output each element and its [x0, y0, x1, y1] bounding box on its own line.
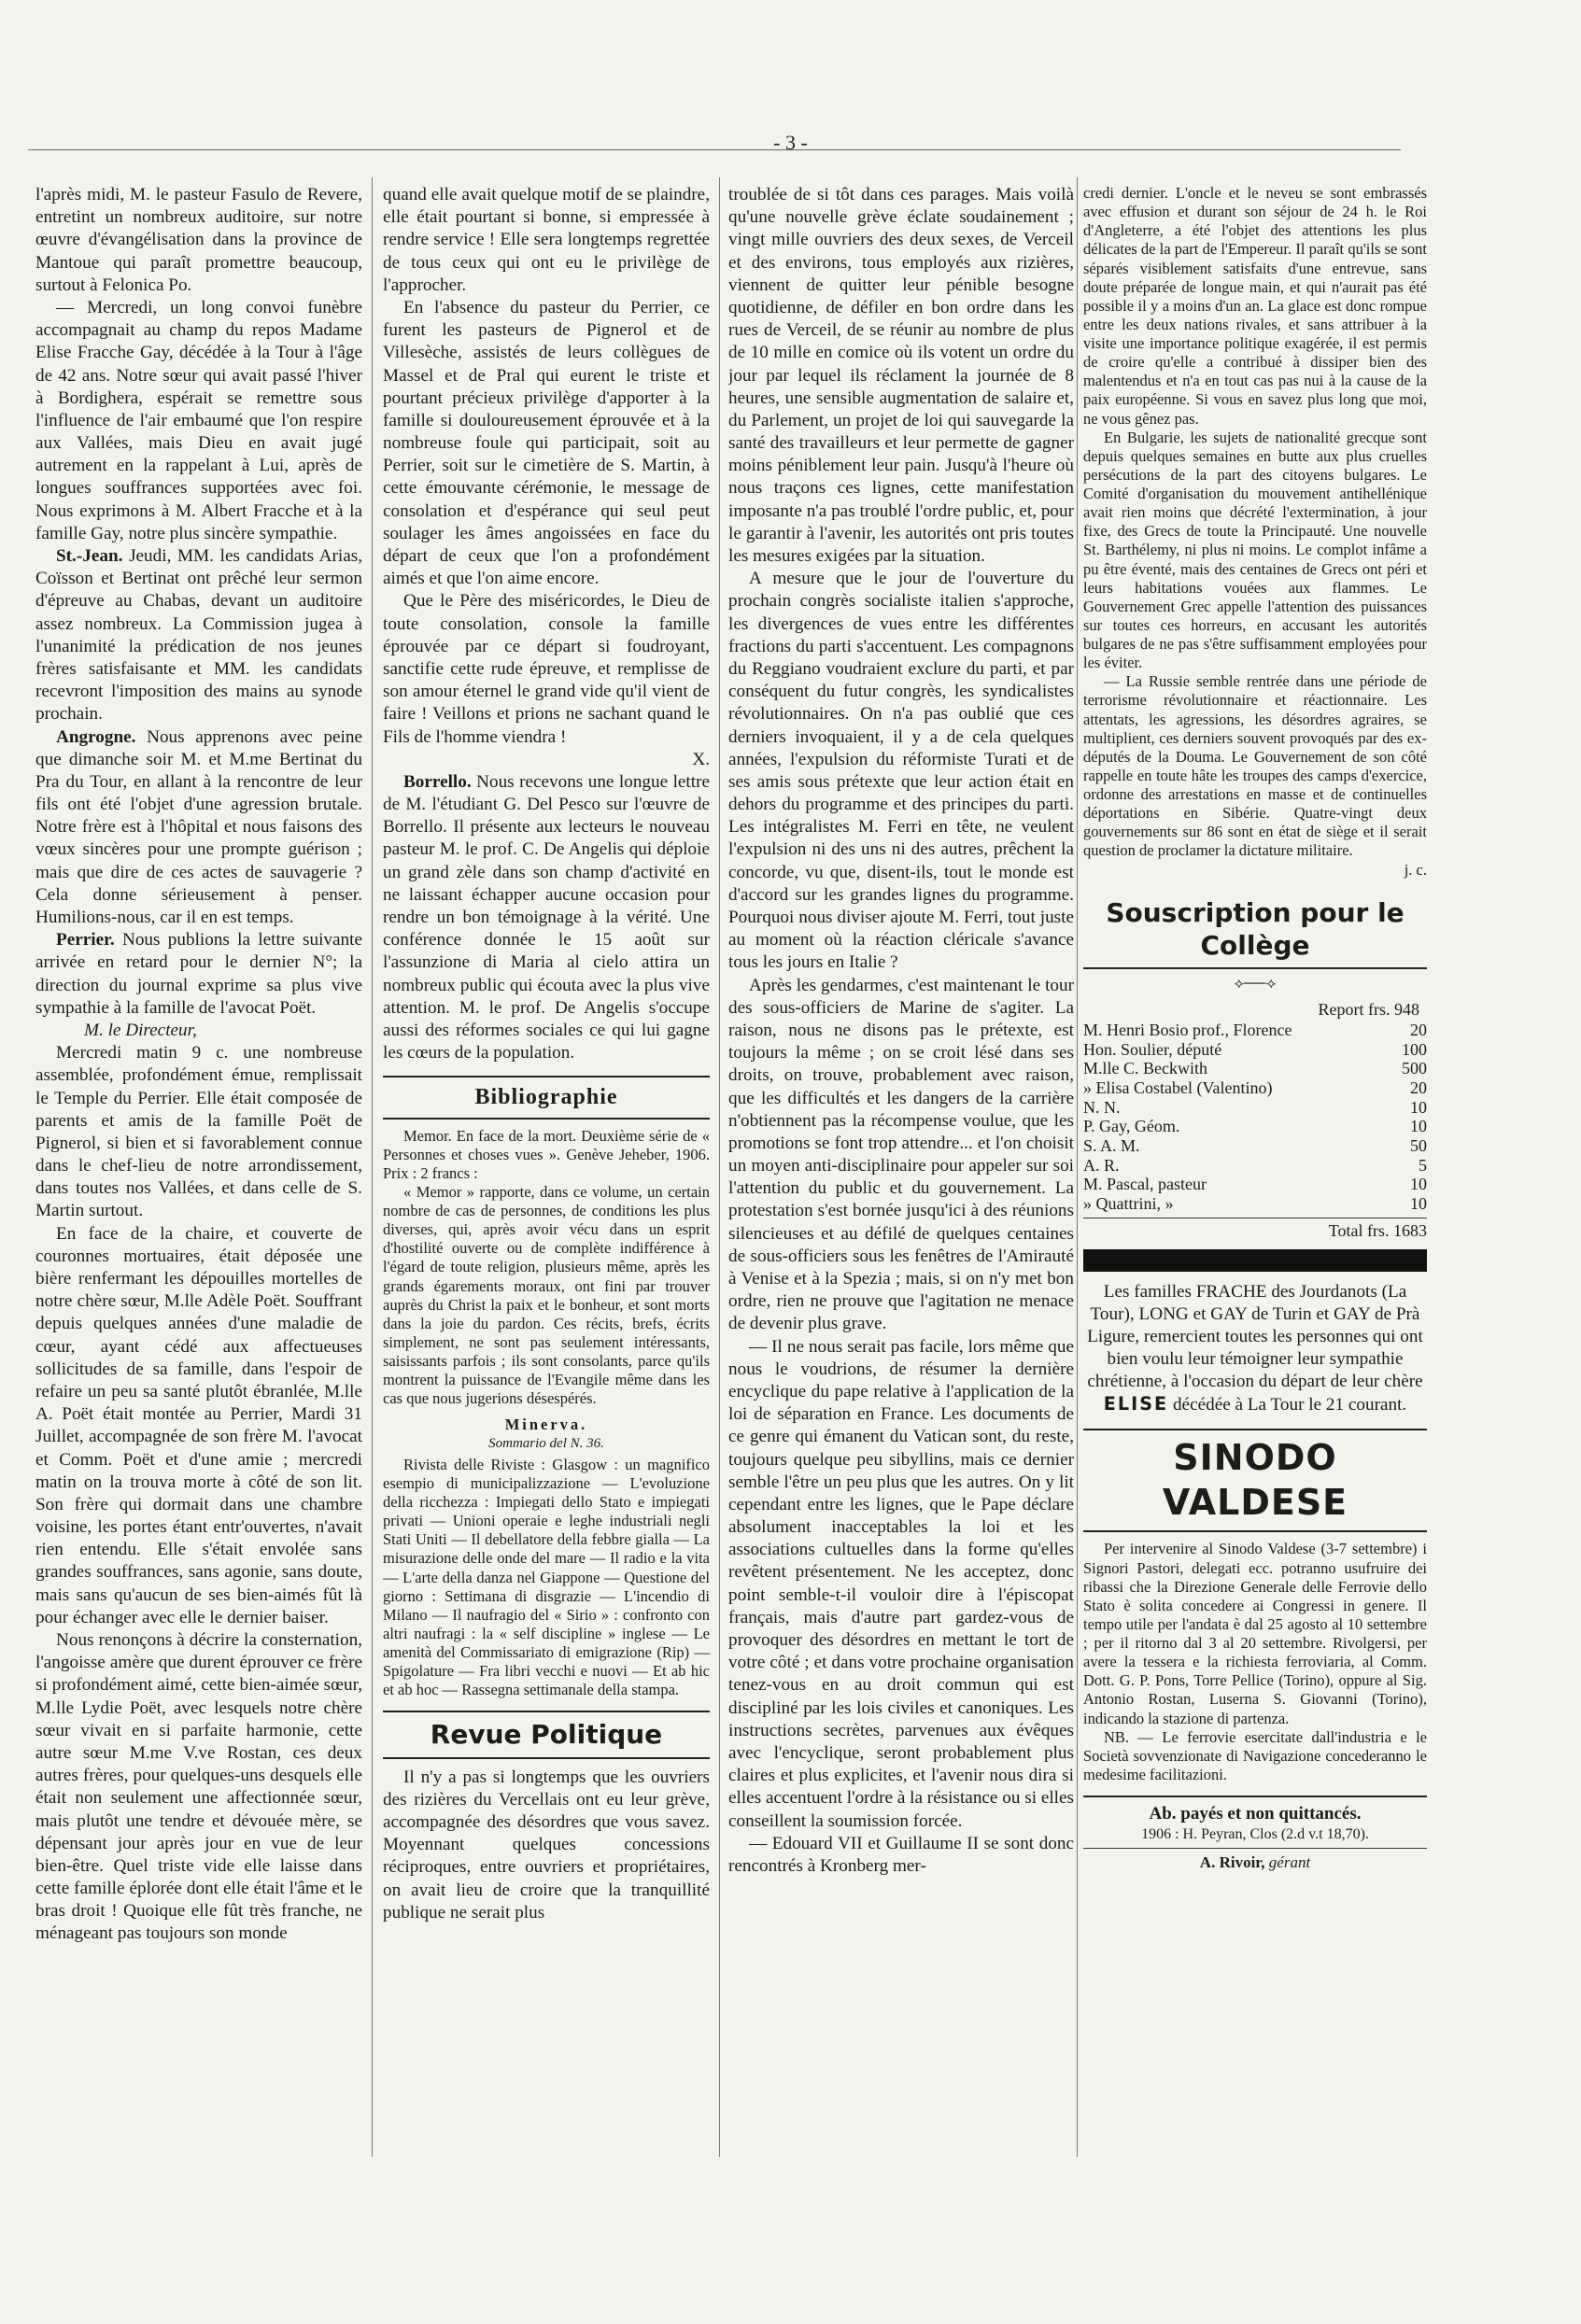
- column-divider: [1077, 177, 1078, 2157]
- article-paragraph: En face de la chaire, et couverte de couronnes mortuaires, était déposée une bière renfermant les dépouilles mortelles de notre chère sœur, M.lle Adèle Poët. Souffrant depuis quelques années d'une maladie de cœur, ayant cédé aux affectueuses sollicitudes de sa famille, dans l'espoir de refaire un peu sa santé plutôt ébranlée, M.lle A. Poët était montée au Perrier, Mardi 31 Juillet, accompagnée de son frère M. l'avocat et Comm. Poët et d'une amie ; mercredi matin on la trouva morte à côté de son lit. Son frère qui dormait dans une chambre voisine, les portes étant entr'ouvertes, n'avait rien entendu. Elle s'était envolée sans grandes souffrances, sans agonie, sans doute, mais sans qu'aucun de ses bien-aimés fût là pour échanger avec elle le dernier baiser.: [35, 1223, 362, 1627]
- subscription-notice: Ab. payés et non quittancés.: [1083, 1796, 1427, 1825]
- revue-politique-heading: Revue Politique: [383, 1711, 710, 1758]
- article-paragraph: [383, 771, 710, 1064]
- notice-text: [1083, 1281, 1427, 1417]
- gerant-role: gérant: [1268, 1853, 1311, 1872]
- article-signature: j. c.: [1404, 860, 1427, 879]
- article-paragraph: [35, 929, 362, 1020]
- article-paragraph: Que le Père des miséricordes, le Dieu de toute consolation, console la famille éprouvée par ce départ si foudroyant, sanctifie cette rude épreuve, et remplisse de son amour éternel le grand vide qu'il vient de faire ! Veillons et prions ne sachant quand le Fils de l'homme viendra !: [383, 591, 710, 747]
- column-3: [728, 184, 1074, 2173]
- minerva-summary: Rivista delle Riviste : Glasgow : un magnifico esempio di municipalizzazione — L'evoluzione della ricchezza : Impiegati dello Stato e impiegati privati — Unioni operaie e leghe industriali negli Stati Uniti — Il debellatore della febbre gialla — La misurazione delle onde del mare — Il radio e la vita — L'arte della danza nel Giappone — Questione del giorno : Settimana di disgrazie — L'incendio di Milano — Il naufragio del « Sirio » : confronto con altri naufragi : la « self discipline » inglese — Le amenità del Commissariato di emigrazione (Rip) — Spigolature — Fra libri vecchi e nuovi — Et ab hic et ab hoc — Rassegna settimanale della stampa.: [383, 1455, 710, 1699]
- page-number: - 3 -: [773, 131, 808, 154]
- article-paragraph: Mercredi matin 9 c. une nombreuse assemblée, profondément émue, remplissait le Temple du Perrier. Elle était composée de parents et amis de la famille Poët de Pignerol, si bien et si favorablement connue dans le chef-lieu de notre arrondissement, dans toutes nos Vallées, et dans celle de S. Martin surtout.: [35, 1043, 362, 1221]
- donor-amount: 10: [1410, 1097, 1427, 1117]
- list-item: [1083, 1098, 1427, 1118]
- donor-name: Hon. Soulier, député: [1083, 1039, 1222, 1059]
- donor-amount: 50: [1410, 1136, 1427, 1156]
- gerant-line: [1083, 1852, 1427, 1872]
- bibliographie-heading: Bibliographie: [383, 1076, 710, 1119]
- donor-amount: 5: [1419, 1155, 1427, 1175]
- article-paragraph: En l'absence du pasteur du Perrier, ce furent les pasteurs de Pignerol et de Villesèche, assistés de leurs collègues de Massel et de Pral qui eurent le triste et pourtant précieux privilège d'apporter à la famille si douloureusement éprouvée et à la nombreuse foule qui participait, soit au Perrier, soit sur le cimetière de S. Martin, à cette émouvante cérémonie, le message de consolation et d'espérance qui seul peut soulager les âmes angoissées en face du départ de ceux que l'on a profondément aimés et que l'on aime encore.: [383, 297, 710, 589]
- article-text: Nous publions la lettre suivante arrivée en retard pour le dernier N°; la direction du journal exprime sa plus vive sympathie à la famille de l'avocat Poët.: [35, 930, 362, 1018]
- souscription-total: Total frs. 1683: [1083, 1218, 1427, 1242]
- top-rule: [28, 149, 1401, 150]
- article-lead: Perrier.: [56, 930, 115, 951]
- donor-amount: 20: [1410, 1078, 1427, 1098]
- donor-name: S. A. M.: [1083, 1136, 1140, 1156]
- notice-text-end: décédée à La Tour le 21 courant.: [1168, 1395, 1407, 1416]
- donor-name: A. R.: [1083, 1155, 1120, 1175]
- column-divider: [719, 177, 720, 2157]
- article-lead: Angrogne.: [56, 726, 136, 747]
- black-divider-bar: [1083, 1249, 1427, 1272]
- article-paragraph: — Il ne nous serait pas facile, lors même que nous le voudrions, de résumer la dernière encyclique du pape relative à l'application de la loi de séparation en France. Les documents de ce genre qui émanent du Vatican sont, du reste, toujours quelque peu sibyllins, mais ce dernier semble l'être un peu plus que les autres. On y lit cependant entre les lignes, que le Pape déclare absolument inacceptables la loi et les associations cultuelles dans la forme qu'elles revêtent présentement. Ne les acceptez, donc point semble-t-il vouloir dire à l'épiscopat français, mais d'autre part gardez-vous de provoquer des désordres en mettant le tort de votre côté ; et dans votre prochaine organisation tenez-vous en au droit commun qui est discipliné par les lois civiles et canoniques. Les instructions secrètes, parvenues aux évêques avec l'encyclique, seront probablement plus claires et plus explicites, et l'avenir nous dira si elles accentuent l'ordre à la résistance ou si elles conseillent la soumission forcée.: [728, 1336, 1074, 1831]
- article-paragraph: quand elle avait quelque motif de se plaindre, elle était pourtant si bonne, si empressée à rendre service ! Elle sera longtemps regrettée de tous ceux qui ont eu le privilège de l'approcher.: [383, 185, 710, 295]
- letter-salutation: M. le Directeur,: [84, 1020, 197, 1040]
- list-item: [1083, 1021, 1427, 1040]
- article-paragraph: credi dernier. L'oncle et le neveu se sont embrassés avec effusion et durant son séjour de 24 h. le Roi d'Angleterre, a été l'objet des attentions les plus délicates de la part de l'Empereur. Il paraît qu'ils se sont séparés visiblement satisfaits d'une entrevue, sans doute préparée de longue main, et qui n'aurait pas été possible il y a moins d'un an. La glace est donc rompue entre les deux nations rivales, et sans attribuer à la visite une importance politique exagérée, il est permis de croire qu'elle a contribué à dissiper bien des malentendus et n'a en tout cas pas nui à la cause de la paix européenne. Si vous en savez plus long que moi, ne vous gênez pas.: [1083, 184, 1427, 428]
- article-paragraph: Il n'y a pas si longtemps que les ouvriers des rizières du Vercellais ont eu leur grève, accompagnée des désordres que vous savez. Moyennant quelques concessions réciproques, entre ouvriers et propriétaires, on avait lieu de croire que la tranquillité publique ne serait plus: [383, 1767, 710, 1923]
- famille-notice: [1083, 1281, 1427, 1417]
- minerva-subtitle: Sommario del N. 36.: [488, 1435, 604, 1451]
- donor-amount: 10: [1410, 1175, 1427, 1194]
- donor-amount: 20: [1410, 1020, 1427, 1039]
- article-paragraph: Nous renonçons à décrire la consternation, l'angoisse amère que durent éprouver ce frère si profondément aimé, cette bien-aimée sœur, M.lle Lydie Poët, avec lesquels notre chère sœur vivait en si parfaite harmonie, cette autre sœur M.me V.ve Rostan, ces deux autres frères, pour quelques-uns desquels elle était non seulement une affectionnée sœur, mais plutôt une tendre et dévouée mère, se dépensant jour après jour en vue de leur bien-être. Quel triste vide elle laisse dans cette famille éplorée dont elle était l'âme et le bras droit ! Quoique elle fût très franche, ne ménageant pas toujours son monde: [35, 1630, 362, 1944]
- list-item: [1083, 1136, 1427, 1156]
- sinodo-paragraph: Per intervenire al Sinodo Valdese (3-7 settembre) i Signori Pastori, delegati ecc. potranno usufruire dei ribassi che la Direzione Generale delle Ferrovie dello Stato è solita concedere ai Congressi in genere. Il tempo utile per l'andata è dal 25 agosto al 10 settembre ; per il ritorno dal 3 al 20 settembre. Rivolgersi, per avere la tessera e la richiesta ferroviaria, al Comm. Dott. G. P. Pons, Torre Pellice (Torino), oppure al Sig. Antonio Rostan, Luserna S. Giovanni (Torino), indicando la stazione di partenza.: [1083, 1540, 1427, 1727]
- article-paragraph: Après les gendarmes, c'est maintenant le tour des sous-officiers de Marine de s'agiter. La raison, nous ne disons pas le prétexte, est toujours la même ; on se croit lésé dans ses droits, on trouve, probablement avec raison, que les difficultés et les dangers de la carrière n'obtiennent pas la récompense voulue, que les promotions se font trop attendre... et l'on choisit un moyen anti-disciplinaire pour appeler sur soi l'attention du public et du gouvernement. La protestation s'est bornée jusqu'ici à des réunions silencieuses et au défilé de quelques centaines de sous-officiers sous les fenêtres de l'Amirauté à Venise et à la Spezia ; mais, si on n'y met bon ordre, rien ne prouve que l'agitation ne menace de devenir plus grave.: [728, 975, 1074, 1334]
- column-2: [383, 184, 710, 2173]
- donor-name: N. N.: [1083, 1097, 1121, 1117]
- report-line: Report frs. 948: [1318, 1000, 1419, 1020]
- article-paragraph: troublée de si tôt dans ces parages. Mais voilà qu'une nouvelle grève éclate soudainement ; vingt mille ouvriers des deux sexes, de Verceil et des environs, tous employés aux rizières, viennent de quitter leur pénible besogne quotidienne, de défiler en bon ordre dans les rues de Verceil, de se réunir au nombre de plus de 10 mille en comice où ils votent un ordre du jour par lequel ils réclament la journée de 8 heures, une sensible augmentation de salaire et, du Parlement, un projet de loi qui sauvegarde la santé des travailleurs et leur permette de gagner moins péniblement leur pain. Jusqu'à l'heure où nous traçons ces lignes, cette manifestation imposante n'a pas troublé l'ordre public, et, pour le garantir à l'avenir, les autorités ont pris toutes les mesures exigées par la situation.: [728, 185, 1074, 566]
- donor-name: P. Gay, Géom.: [1083, 1117, 1180, 1136]
- sinodo-section: [1083, 1540, 1427, 1784]
- list-item: [1083, 1156, 1427, 1176]
- column-divider: [372, 177, 373, 2157]
- article-paragraph: [35, 726, 362, 930]
- donor-amount: 500: [1402, 1059, 1427, 1078]
- article-paragraph: — La Russie semble rentrée dans une période de terrorisme révolutionnaire et réactionnaire. Les attentats, les agressions, les désordres agraires, se multiplient, ces derniers souvent provoqués par des ex-députés de la Douma. Le Gouvernement de son côté rappelle en toute hâte les troupes des camps d'exercice, ordonne des arrestations en masse et de continuelles déportations en Sibérie. Quatre-vingt deux gouvernements sur 86 sont en état de siège et il serait question de proclamer la dictature militaire.: [1083, 672, 1427, 860]
- souscription-heading: Souscription pour le Collège: [1083, 891, 1427, 970]
- list-item: [1083, 1040, 1427, 1060]
- sinodo-paragraph: NB. — Le ferrovie esercitate dall'industria e le Società sovvenzionate di Navigazione concederanno le medesime facilitazioni.: [1083, 1727, 1427, 1783]
- article-text: Nous apprenons avec peine que dimanche soir M. et M.me Bertinat du Pra du Tour, en allant à la rencontre de leur fils ont été l'objet d'une agression brutale. Notre frère est à l'hôpital et nous faisons des vœux sincères pour une prompte guérison ; mais que dire de ces actes de sauvagerie ? Cela donne sérieusement à penser. Humilions-nous, car il en est temps.: [35, 726, 362, 927]
- donor-amount: 10: [1410, 1194, 1427, 1214]
- imprint-line: 1906 : H. Peyran, Clos (2.d v.t 18,70).: [1083, 1825, 1427, 1849]
- column-1: [35, 184, 362, 2173]
- article-text: Jeudi, MM. les candidats Arias, Coïsson et Bertinat ont prêché leur sermon d'épreuve au Chabas, devant un auditoire assez nombreux. La Commission jugea à l'unanimité la prédication de nos jeunes frères satisfaisante et MM. les candidats recevront l'imposition des mains au synode prochain.: [35, 546, 362, 725]
- donor-amount: 10: [1410, 1117, 1427, 1136]
- article-paragraph: A mesure que le jour de l'ouverture du prochain congrès socialiste italien s'approche, les divergences de vues entre les différentes fractions du parti s'accentuent. Les compagnons du Reggiano voudraient exclure du parti, et par conséquent du futur congrès, les syndicalistes révolutionnaires. On n'a pas oublié que ces derniers invoquaient, il y a de cela quelques années, l'expulsion du réformiste Turati et de ses amis sous prétexte que leur action était en dehors du programme et des principes du parti. Les intégralistes M. Ferri en tête, ne veulent l'expulsion ni des uns ni des autres, prêchent la concorde, vu que, disent-ils, tout le monde est d'accord sur les grandes lignes du programme. Pourquoi nous diviser ajoute M. Ferri, tout juste au moment où la réaction cléricale s'avance tous les jours en Italie ?: [728, 569, 1074, 973]
- revue-continued: [1083, 184, 1427, 880]
- list-item: [1083, 1117, 1427, 1136]
- article-paragraph: — Mercredi, un long convoi funèbre accompagnait au champ du repos Madame Elise Fracche Gay, décédée à la Tour à l'âge de 42 ans. Notre sœur qui avait passé l'hiver à Bordighera, espérait se remettre sous l'influence de l'air embaumé que l'on respire aux Vallées, mais Dieu en avait jugé autrement en la rappelant à Lui, après de longues souffrances supportées avec foi. Nous exprimons à M. Albert Fracche et à la famille Gay, notre plus sincère sympathie.: [35, 297, 362, 543]
- article-lead: St.-Jean.: [56, 546, 123, 566]
- donor-name: M. Henri Bosio prof., Florence: [1083, 1020, 1292, 1039]
- donor-name: » Elisa Costabel (Valentino): [1083, 1078, 1273, 1098]
- donor-name: M.lle C. Beckwith: [1083, 1059, 1207, 1078]
- sinodo-heading: SINODO VALDESE: [1083, 1429, 1427, 1533]
- list-item: [1083, 1078, 1427, 1098]
- souscription-list: [1083, 1021, 1427, 1214]
- notice-text-start: Les familles FRACHE des Jourdanots (La Tour), LONG et GAY de Turin et GAY de Prà Ligure, remercient toutes les personnes qui ont bien voulu leur témoigner leur sympathie chrétienne, à l'occasion du départ de leur chère: [1087, 1281, 1423, 1392]
- donor-name: M. Pascal, pasteur: [1083, 1175, 1207, 1194]
- article-lead: Borrello.: [403, 771, 472, 792]
- bibliographie-section: [383, 1127, 710, 1700]
- donor-amount: 100: [1402, 1039, 1427, 1059]
- article-text: Nous recevons une longue lettre de M. l'étudiant G. Del Pesco sur l'œuvre de Borrello. Il présente aux lecteurs le nouveau pasteur M. le prof. C. De Angelis qui déploie un grand zèle dans son champ d'activité en ne laissant échapper aucune occasion pour rendre un bon témoignage à la vérité. Une conférence donnée le 15 août sur l'assunzione di Maria al cielo attira un nombreux public qui écouta avec la plus vive attention. M. le prof. De Angelis s'occupe aussi des réformes sociales ce qui lui gagne les cœurs de la population.: [383, 771, 710, 1063]
- article-paragraph: En Bulgarie, les sujets de nationalité grecque sont depuis quelques semaines en butte aux plus cruelles persécutions de la part des citoyens bulgares. Le Comité d'organisation du mouvement antihellénique avait rien moins que décrété l'extermination, à jour fixe, des Grecs de toute la Principauté. Une nouvelle St. Barthélemy, ni plus ni moins. Le complot infâme a pu être éventé, mais des centaines de Grecs ont péri et leurs habitations vouées aux flammes. Le Gouvernement Grec appelle l'attention des puissances sur toutes ces horreurs, en accusant les autorités bulgares de ne pas s'être suffisamment employées pour les éviter.: [1083, 428, 1427, 672]
- column-4: [1083, 184, 1427, 2173]
- ornament-divider: ⟡──⟢: [1234, 976, 1277, 993]
- article-signature: X.: [692, 749, 710, 769]
- notice-name: ELISE: [1103, 1393, 1169, 1416]
- donor-name: » Quattrini, »: [1083, 1194, 1174, 1214]
- bibliography-entry: Memor. En face de la mort. Deuxième série de « Personnes et choses vues ». Genève Jeheber, 1906. Prix : 2 francs :: [383, 1126, 710, 1182]
- list-item: [1083, 1194, 1427, 1214]
- list-item: [1083, 1175, 1427, 1194]
- bibliography-entry: « Memor » rapporte, dans ce volume, un certain nombre de cas de personnes, de conditions les plus diverses, qui, après avoir vécu dans un esprit d'hostilité ouverte ou de complète indifférence à l'égard de toute religion, plusieurs même, après les grands égarements moraux, ont fini par trouver auprès du Christ la paix et le bonheur, et sont morts dans la joie du pardon. Ces récits, brefs, écrits simplement, ne sont pas seulement intéressants, saisissants parfois ; ils sont consolants, parce qu'ils montrent la puissance de l'Evangile même dans les cas que nous jugerions désespérés.: [383, 1182, 710, 1408]
- gerant-name: A. Rivoir,: [1199, 1853, 1265, 1872]
- minerva-title: Minerva.: [504, 1416, 588, 1434]
- list-item: [1083, 1059, 1427, 1078]
- article-paragraph: [35, 545, 362, 726]
- article-paragraph: — Edouard VII et Guillaume II se sont donc rencontrés à Kronberg mer-: [728, 1833, 1074, 1876]
- article-paragraph: l'après midi, M. le pasteur Fasulo de Revere, entretint un nombreux auditoire, sur notre œuvre d'évangélisation dans la province de Mantoue qui paraît promettre beaucoup, surtout à Felonica Po.: [35, 185, 362, 295]
